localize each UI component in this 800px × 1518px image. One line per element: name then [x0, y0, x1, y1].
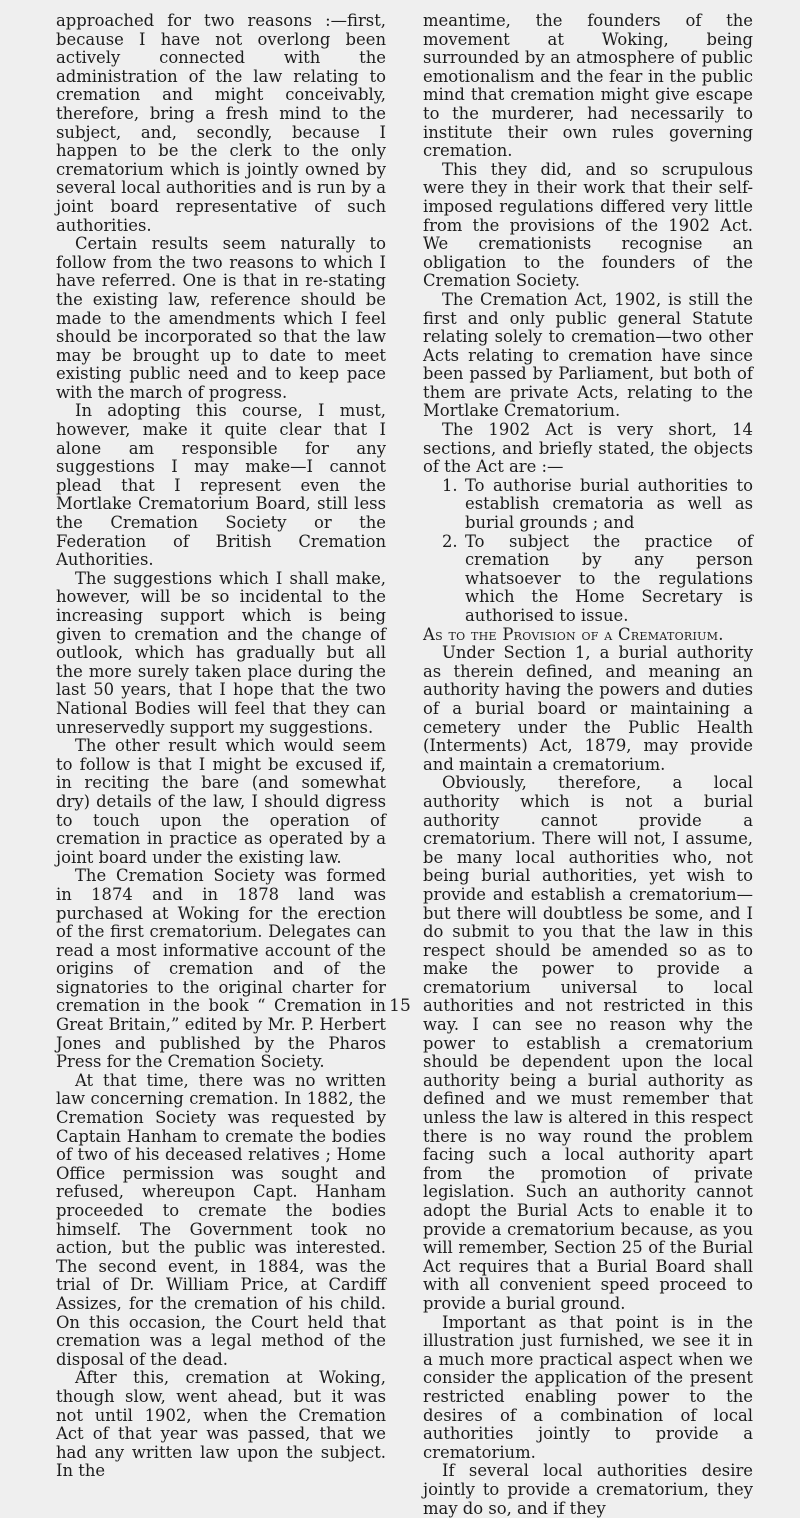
- paragraph: In adopting this course, I must, however, make it quite clear that I alone am responsible for any suggestions I may make—I cannot plead that I represent even the Mortlake Crematorium Board, still less the Cremation Society or the Federation of British Cremation Authorities.: [56, 401, 386, 570]
- section-heading: As to the Provision of a Crematorium.: [423, 624, 724, 644]
- paragraph: Under Section 1, a burial authority as therein defined, and meaning an authority having the powers and duties of a burial board or maintaining a cemetery under the Public Health (Interments) Act, 1879, may provide and maintain a crematorium.: [423, 643, 753, 774]
- left-column: [56, 12, 386, 1481]
- list-item-text: To subject the practice of cremation by any person whatsoever to the regulations which the Home Secretary is authorised to issue.: [465, 531, 753, 625]
- list-item-number: 1.: [442, 475, 458, 495]
- paragraph: meantime, the founders of the movement at Woking, being surrounded by an atmosphere of public emotionalism and the fear in the public mind that cremation might give escape to the murderer, had necessarily to institute their own rules governing cremation.: [423, 11, 753, 161]
- paragraph: The Cremation Society was formed in 1874 and in 1878 land was purchased at Woking for the erection of the first crematorium. Delegates can read a most informative account of the origins of cremation and of the signatories to the original charter for cremation in the book “ Cremation in Great Britain,” edited by Mr. P. Herbert Jones and published by the Pharos Press for the Cremation Society.: [56, 866, 386, 1072]
- list-item-number: 2.: [442, 531, 458, 551]
- paragraph: Obviously, therefore, a local authority which is not a burial authority cannot provide a crematorium. There will not, I assume, be many local authorities who, not being burial authorities, yet wish to provide and establish a crematorium—but there will doubtless be some, and I do submit to you that the law in this respect should be amended so as to make the power to provide a crematorium universal to local authorities and not restricted in this way. I can see no reason why the power to establish a crematorium should be dependent upon the local authority being a burial authority as defined and we must remember that unless the law is altered in this respect there is no way round the problem facing such a local authority apart from the promotion of private legislation. Such an authority cannot adopt the Burial Acts to enable it to provide a crematorium because, as you will remember, Section 25 of the Burial Act requires that a Burial Board shall with all convenient speed proceed to provide a burial ground.: [423, 773, 753, 1313]
- paragraph: The other result which would seem to follow is that I might be excused if, in reciting the bare (and somewhat dry) details of the law, I should digress to touch upon the operation of cremation in practice as operated by a joint board under the existing law.: [56, 736, 386, 867]
- paragraph: At that time, there was no written law concerning cremation. In 1882, the Cremation Society was requested by Captain Hanham to cremate the bodies of two of his deceased relatives ; Home Office permission was sought and refused, whereupon Capt. Hanham proceeded to cremate the bodies himself. The Government took no action, but the public was interested. The second event, in 1884, was the trial of Dr. William Price, at Cardiff Assizes, for the cremation of his child. On this occasion, the Court held that cremation was a legal method of the disposal of the dead.: [56, 1070, 386, 1369]
- paragraph: approached for two reasons :—first, because I have not overlong been actively connected with the administration of the law relating to cremation and might conceivably, therefore, bring a fresh mind to the subject, and, secondly, because I happen to be the clerk to the only crematorium which is jointly owned by several local authorities and is run by a joint board representative of such authorities.: [56, 11, 386, 235]
- paragraph: The suggestions which I shall make, however, will be so incidental to the increasing support which is being given to cremation and the change of outlook, which has gradually but all the more surely taken place during the last 50 years, that I hope that the two National Bodies will feel that they can unreservedly support my suggestions.: [56, 568, 386, 737]
- paragraph: If several local authorities desire jointly to provide a crematorium, they may do so, and if they: [423, 1461, 753, 1518]
- list-item-text: To authorise burial authorities to establish crematoria as well as burial grounds ; and: [465, 475, 753, 533]
- list-item: [423, 533, 753, 626]
- paragraph: Important as that point is in the illustration just furnished, we see it in a much more practical aspect when we consider the application of the present restricted enabling power to the desires of a combination of local authorities jointly to provide a crematorium.: [423, 1312, 753, 1462]
- right-column: [423, 12, 753, 1518]
- paragraph: Certain results seem naturally to follow from the two reasons to which I have referred. One is that in re-stating the existing law, reference should be made to the amendments which I feel should be incorporated so that the law may be brought up to date to meet existing public need and to keep pace with the march of progress.: [56, 234, 386, 402]
- paragraph: After this, cremation at Woking, though slow, went ahead, but it was not until 1902, when the Cremation Act of that year was passed, that we had any written law upon the subject. In the: [56, 1368, 386, 1481]
- paragraph: The Cremation Act, 1902, is still the first and only public general Statute relating solely to cremation—two other Acts relating to cremation have since been passed by Parliament, but both of them are private Acts, relating to the Mortlake Crematorium.: [423, 289, 753, 421]
- objects-list: [423, 477, 753, 626]
- page-number: 15: [389, 996, 411, 1016]
- paragraph: This they did, and so scrupulous were they in their work that their self-imposed regulations differed very little from the provisions of the 1902 Act. We cremationists recognise an obligation to the founders of the Cremation Society.: [423, 159, 753, 291]
- paragraph: The 1902 Act is very short, 14 sections, and briefly stated, the objects of the Act are :—: [423, 420, 753, 477]
- list-item: [423, 477, 753, 533]
